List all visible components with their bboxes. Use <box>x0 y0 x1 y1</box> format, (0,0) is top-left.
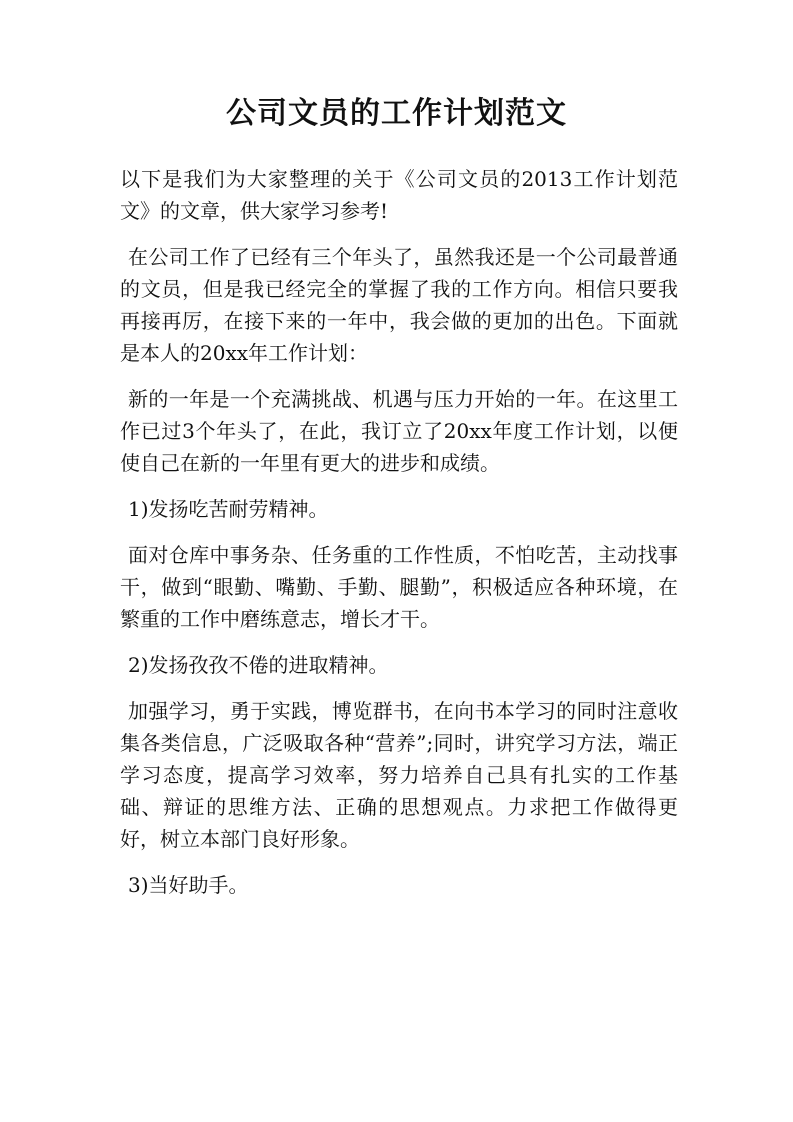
body-paragraph: 面对仓库中事务杂、任务重的工作性质，不怕吃苦，主动找事干，做到“眼勤、嘴勤、手勤、腿勤”，积极适应各种环境，在繁重的工作中磨练意志，增长才干。 <box>120 543 678 631</box>
body-paragraph: 在公司工作了已经有三个年头了，虽然我还是一个公司最普通的文员，但是我已经完全的掌握了我的工作方向。相信只要我再接再厉，在接下来的一年中，我会做的更加的出色。下面就是本人的20xx年工作计划： <box>120 245 678 365</box>
document-title: 公司文员的工作计划范文 <box>226 96 567 131</box>
body-paragraph: 新的一年是一个充满挑战、机遇与压力开始的一年。在这里工作已过3个年头了，在此，我订立了20xx年度工作计划，以便使自己在新的一年里有更大的进步和成绩。 <box>120 387 678 475</box>
intro-paragraph: 以下是我们为大家整理的关于《公司文员的2013工作计划范文》的文章，供大家学习参考! <box>120 167 678 223</box>
document-body <box>120 163 678 915</box>
section-heading: 3)当好助手。 <box>128 873 249 897</box>
section-heading: 1)发扬吃苦耐劳精神。 <box>128 497 329 521</box>
section-heading: 2)发扬孜孜不倦的进取精神。 <box>128 653 389 677</box>
body-paragraph: 加强学习，勇于实践，博览群书，在向书本学习的同时注意收集各类信息，广泛吸取各种“营养”;同时，讲究学习方法，端正学习态度，提高学习效率，努力培养自己具有扎实的工作基础、辩证的思维方法、正确的思想观点。力求把工作做得更好，树立本部门良好形象。 <box>120 699 678 851</box>
